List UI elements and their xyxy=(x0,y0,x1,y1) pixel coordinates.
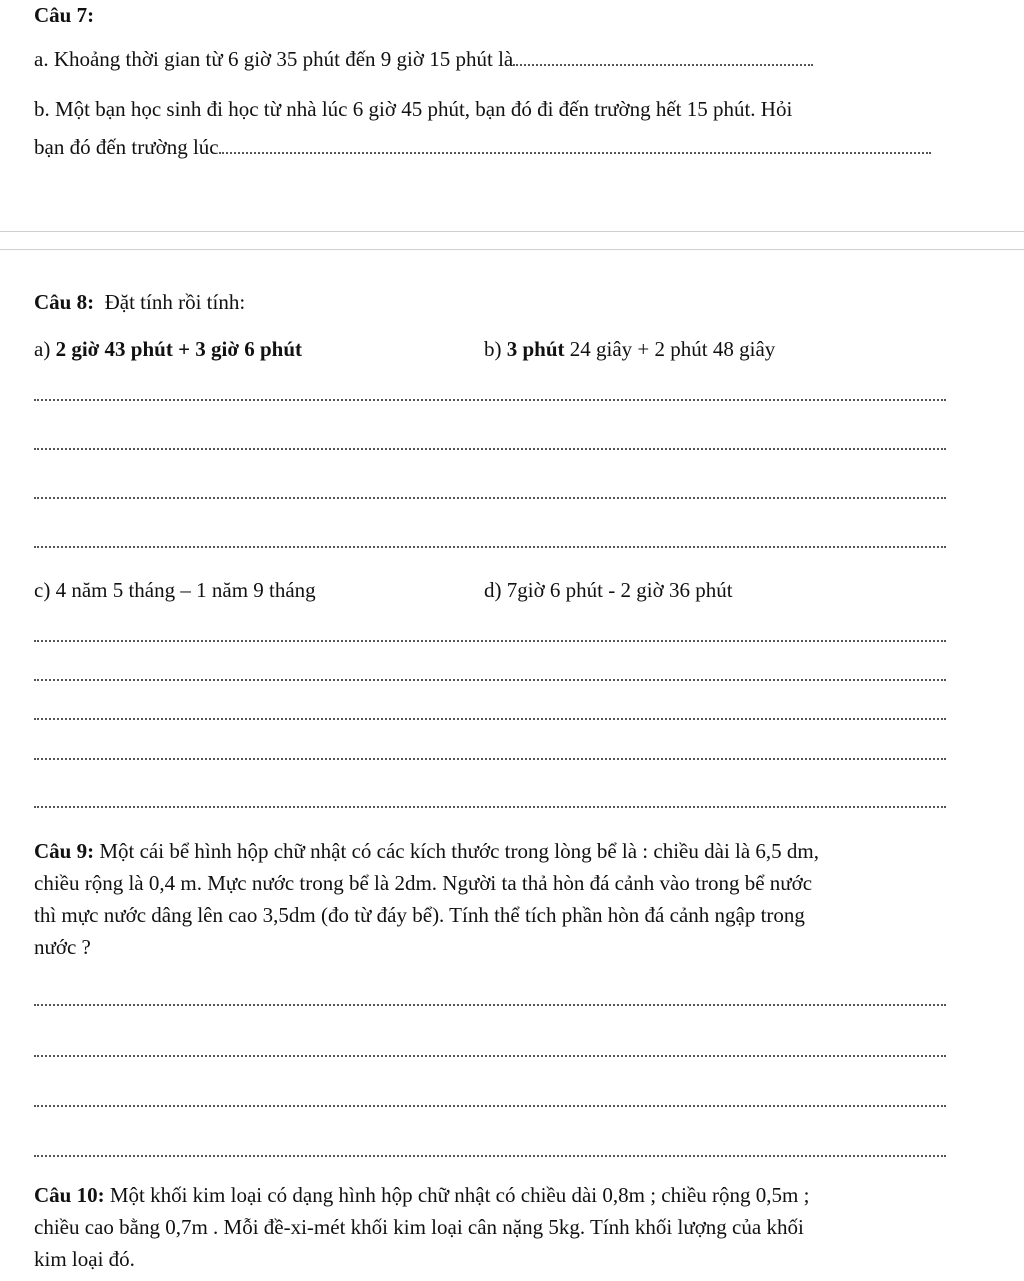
question-8a: a) 2 giờ 43 phút + 3 giờ 6 phút xyxy=(34,337,303,361)
answer-blank-7b[interactable] xyxy=(219,152,931,154)
answer-line-9-1[interactable] xyxy=(34,1004,946,1006)
question-8-title: Câu 8: xyxy=(34,290,95,314)
question-9: Câu 9: Một cái bể hình hộp chữ nhật có các kích thước trong lòng bể là : chiều dài là 6,5 dm, chiều rộng là 0,4 m. Mực nước trong bể là 2dm. Người ta thả hòn đá cảnh vào trong bể nước thì mực nước dâng lên cao 3,5dm (đo từ đáy bể). Tính thể tích phần hòn đá cảnh ngập trong nước ? xyxy=(34,839,820,959)
question-7b-line1: b. Một bạn học sinh đi học từ nhà lúc 6 giờ 45 phút, bạn đó đi đến trường hết 15 phút. Hỏi xyxy=(34,97,793,121)
question-8-heading xyxy=(34,289,245,315)
question-8c: c) 4 năm 5 tháng – 1 năm 9 tháng xyxy=(34,578,316,602)
question-10-title: Câu 10: xyxy=(34,1183,105,1207)
answer-line-8cd-4[interactable] xyxy=(34,758,946,760)
question-7-title: Câu 7: xyxy=(34,3,95,27)
answer-line-8cd-2[interactable] xyxy=(34,679,946,681)
page-divider xyxy=(0,231,1024,232)
question-8-prompt: Đặt tính rồi tính: xyxy=(104,290,246,314)
answer-line-8ab-3[interactable] xyxy=(34,497,946,499)
question-8b-expression: 24 giây + 2 phút 48 giây xyxy=(564,337,776,361)
answer-line-9-2[interactable] xyxy=(34,1055,946,1057)
answer-line-9-3[interactable] xyxy=(34,1105,946,1107)
page-divider xyxy=(0,249,1024,250)
question-9-title: Câu 9: xyxy=(34,839,95,863)
question-8a-expression: 2 giờ 43 phút + 3 giờ 6 phút xyxy=(55,337,303,361)
question-7a xyxy=(34,46,813,72)
answer-line-8cd-5[interactable] xyxy=(34,806,946,808)
answer-blank-7a[interactable] xyxy=(513,64,813,66)
answer-line-8ab-1[interactable] xyxy=(34,399,946,401)
answer-line-9-4[interactable] xyxy=(34,1155,946,1157)
question-7a-text: a. Khoảng thời gian từ 6 giờ 35 phút đến 9 giờ 15 phút là xyxy=(34,47,514,71)
question-8b: b) 3 phút 24 giây + 2 phút 48 giây xyxy=(484,337,776,361)
question-10: Câu 10: Một khối kim loại có dạng hình hộp chữ nhật có chiều dài 0,8m ; chiều rộng 0,5m ; chiều cao bằng 0,7m . Mỗi đề-xi-mét khối kim loại cân nặng 5kg. Tính khối lượng của khối kim loại đó. xyxy=(34,1183,810,1271)
answer-line-8cd-1[interactable] xyxy=(34,640,946,642)
answer-line-8ab-2[interactable] xyxy=(34,448,946,450)
question-7b-text: bạn đó đến trường lúc xyxy=(34,135,219,159)
question-8d: d) 7giờ 6 phút - 2 giờ 36 phút xyxy=(484,578,733,602)
question-7b xyxy=(34,134,931,160)
answer-line-8ab-4[interactable] xyxy=(34,546,946,548)
answer-line-8cd-3[interactable] xyxy=(34,718,946,720)
